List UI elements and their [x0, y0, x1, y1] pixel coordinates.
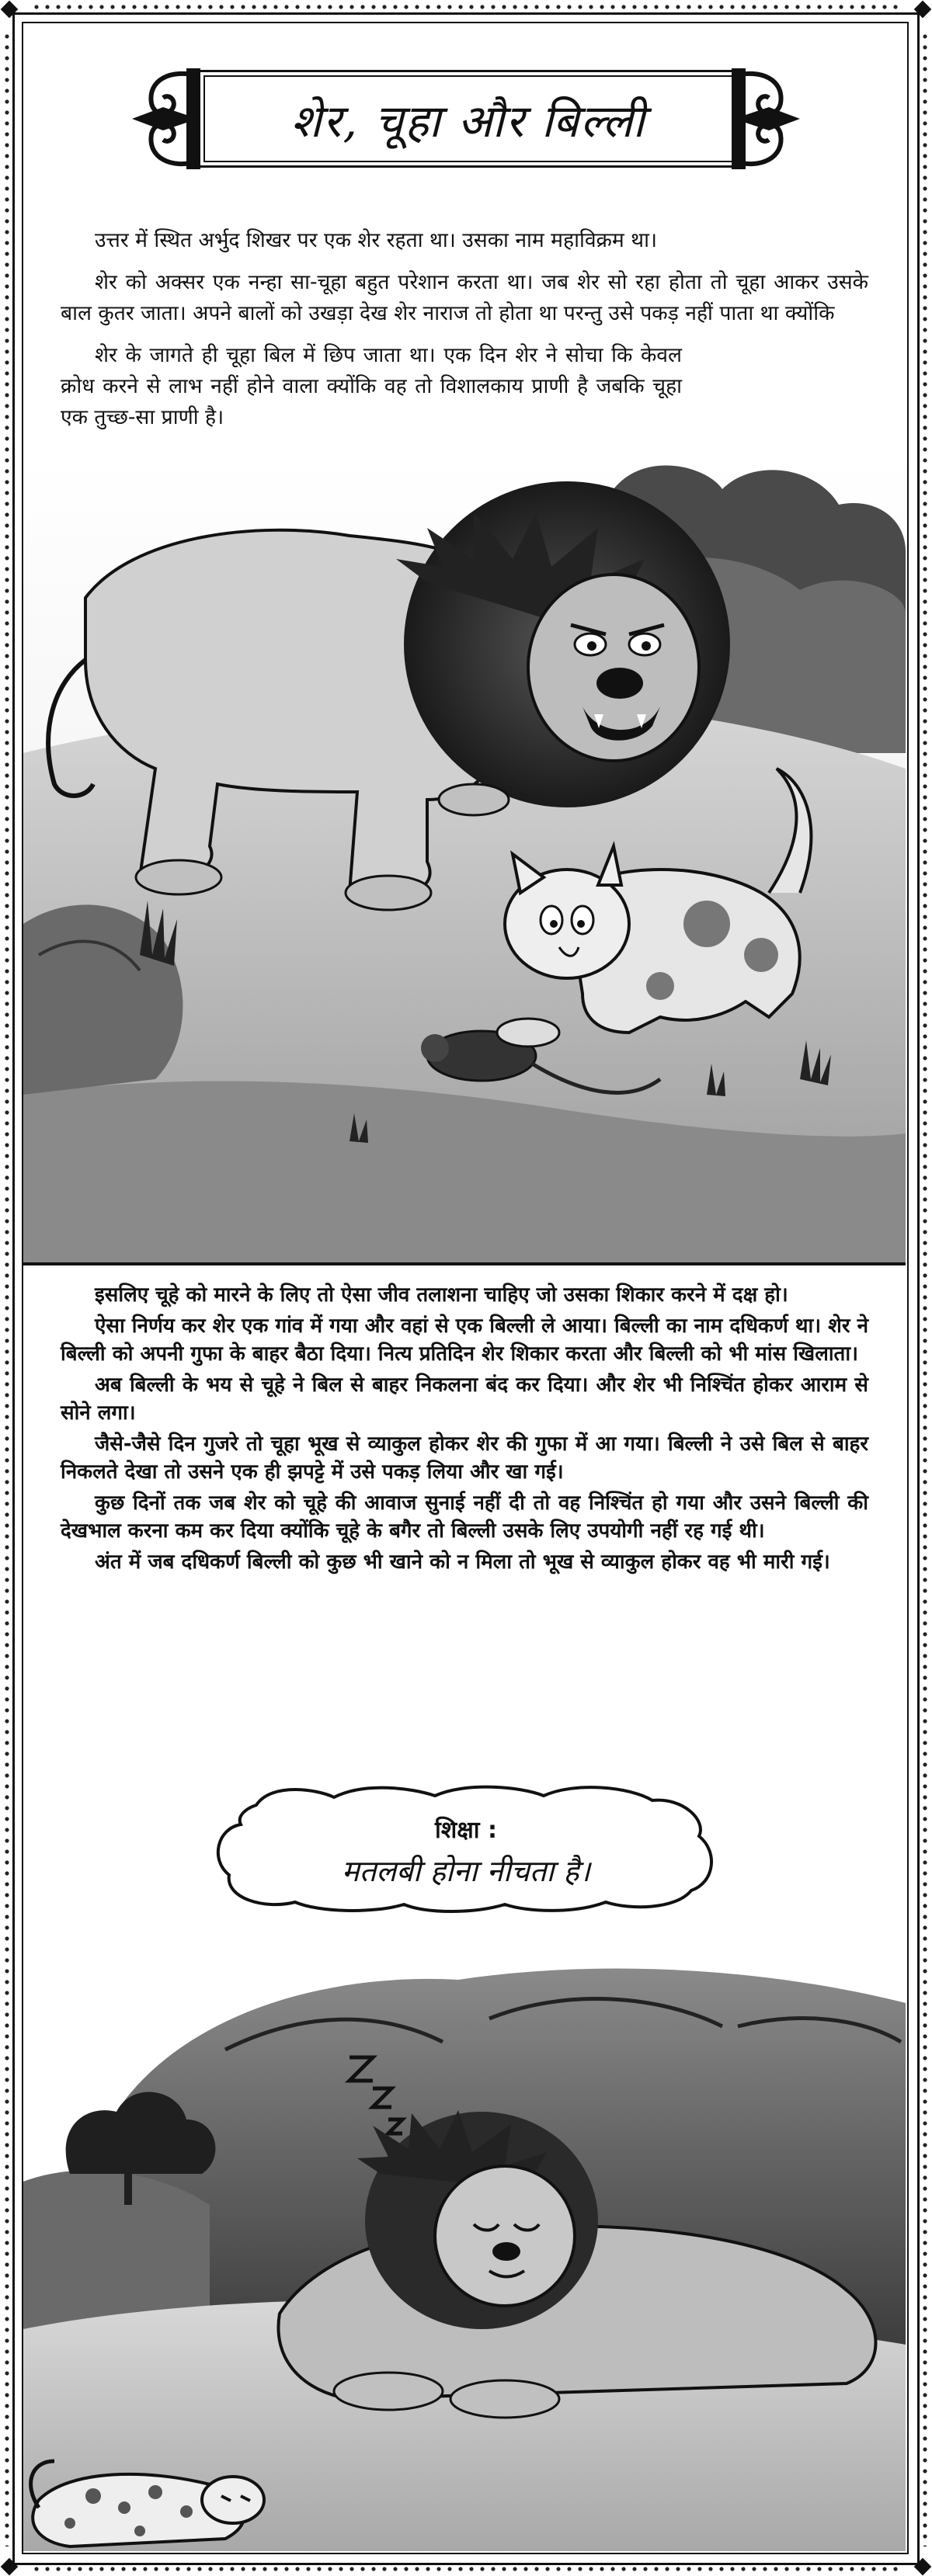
- section-divider: [23, 1262, 906, 1265]
- moral-box: [210, 1782, 722, 1914]
- dotted-border-bottom: [31, 2565, 901, 2573]
- title-box: [198, 70, 739, 168]
- paragraph: अंत में जब दधिकर्ण बिल्ली को कुछ भी खाने को न मिला तो भूख से व्याकुल होकर वह भी मारी गई।: [95, 1550, 830, 1574]
- moral-heading: शिक्षा :: [435, 1817, 497, 1844]
- dotted-border-left: [3, 31, 11, 2546]
- intro-text: [61, 225, 868, 444]
- title-banner: [124, 61, 808, 177]
- dotted-border-right: [921, 31, 929, 2546]
- paragraph: जैसे-जैसे दिन गुजरे तो चूहा भूख से व्याकुल होकर शेर की गुफा में आ गया। बिल्ली ने उसे बिल से बाहर निकलते देखा तो उसने एक ही झपट्टे में उसे पकड़ लिया और खा गई।: [61, 1432, 868, 1484]
- scroll-ornament-icon: [722, 61, 808, 177]
- paragraph: शेर को अक्सर एक नन्हा सा-चूहा बहुत परेशान करता था। जब शेर सो रहा होता तो चूहा आकर उसके बाल कुतर जाता। अपने बालों को उखड़ा देख शेर नाराज तो होता था परन्तु उसे पकड़ नहीं पाता था क्योंकि: [61, 270, 868, 325]
- paragraph: अब बिल्ली के भय से चूहे ने बिल से बाहर निकलना बंद कर दिया। और शेर भी निश्चिंत होकर आराम से सोने लगा।: [61, 1373, 868, 1425]
- paragraph: इसलिए चूहे को मारने के लिए तो ऐसा जीव तलाशना चाहिए जो उसका शिकार करने में दक्ष हो।: [95, 1283, 788, 1307]
- lion-cat-mouse-illustration: [23, 458, 906, 1262]
- main-text: [61, 1281, 868, 1579]
- sleeping-lion-illustration: [23, 1925, 906, 2551]
- paragraph: ऐसा निर्णय कर शेर एक गांव में गया और वहां से एक बिल्ली ले आया। बिल्ली का नाम दधिकर्ण था। शेर ने बिल्ली को अपनी गुफा के बाहर बैठा दिया। नित्य प्रतिदिन शेर शिकार करता और बिल्ली को भी मांस खिलाता।: [61, 1314, 868, 1366]
- dotted-border-top: [31, 3, 901, 11]
- paragraph: कुछ दिनों तक जब शेर को चूहे की आवाज सुनाई नहीं दी तो वह निश्चिंत हो गया और उसने बिल्ली की देखभाल करना कम कर दिया क्योंकि चूहे के बगैर तो बिल्ली उसके लिए उपयोगी नहीं रह गई थी।: [61, 1491, 868, 1543]
- moral-text: मतलबी होना नीचता है।: [341, 1854, 591, 1888]
- scroll-ornament-icon: [124, 61, 210, 177]
- paragraph: उत्तर में स्थित अर्भुद शिखर पर एक शेर रहता था। उसका नाम महाविक्रम था।: [95, 228, 658, 252]
- paragraph: शेर के जागते ही चूहा बिल में छिप जाता था। एक दिन शेर ने सोचा कि केवल क्रोध करने से लाभ नहीं होने वाला क्योंकि वह तो विशालकाय प्राणी है जबकि चूहा एक तुच्छ-सा प्राणी है।: [61, 343, 682, 429]
- story-title: शेर, चूहा और बिल्ली: [290, 94, 646, 148]
- cloud-frame: [210, 1782, 722, 1914]
